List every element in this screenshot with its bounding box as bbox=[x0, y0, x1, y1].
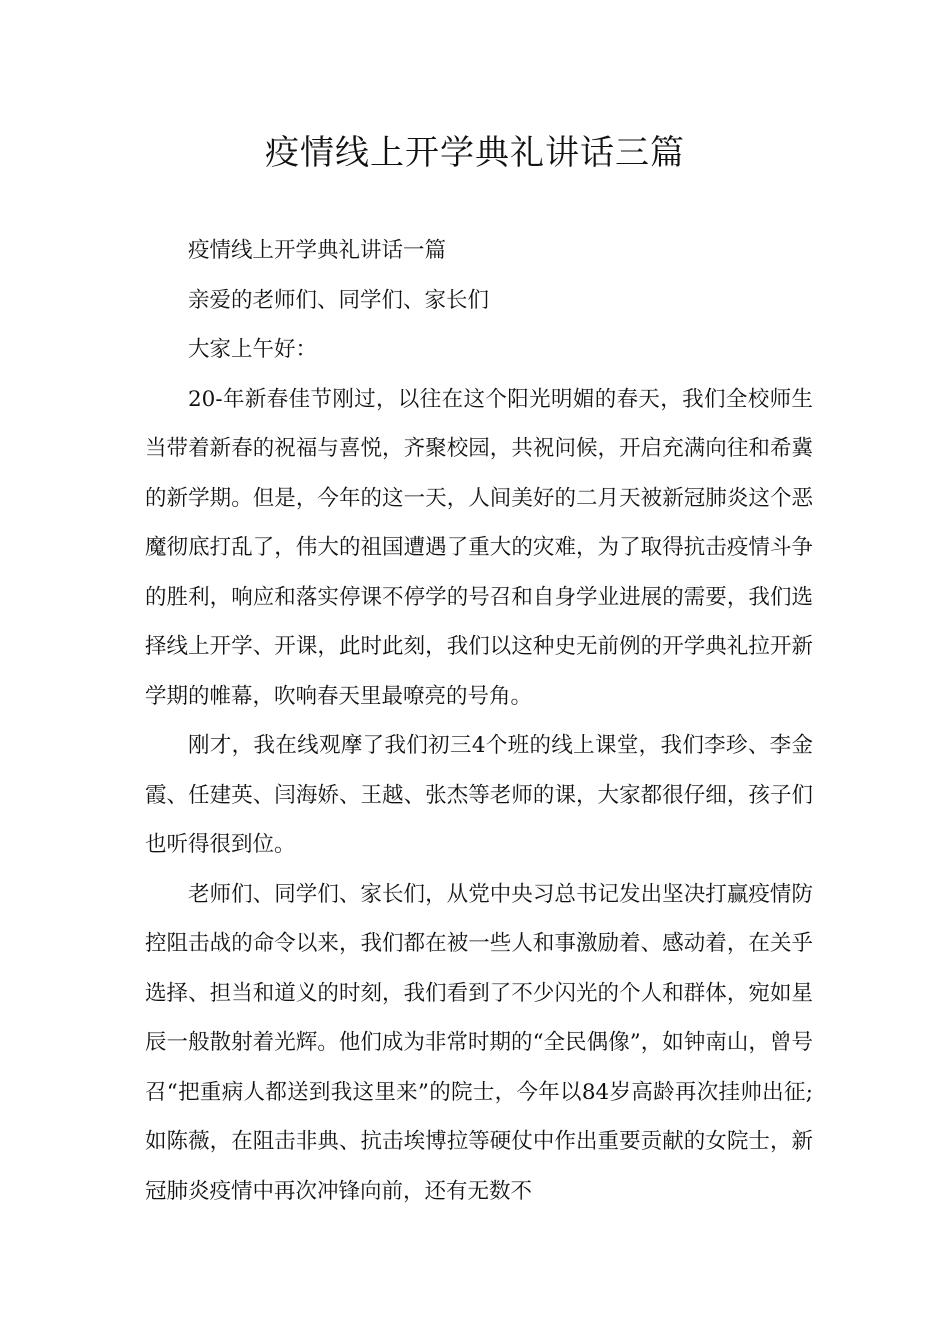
document-body bbox=[145, 226, 813, 1216]
body-paragraph: 老师们、同学们、家长们，从党中央习总书记发出坚决打赢疫情防控阻击战的命令以来，我们都在被一些人和事激励着、感动着，在关乎选择、担当和道义的时刻，我们看到了不少闪光的个人和群体，宛如星辰一般散射着光辉。他们成为非常时期的“全民偶像”，如钟南山，曾号召“把重病人都送到我这里来”的院士，今年以84岁高龄再次挂帅出征;如陈薇，在阻击非典、抗击埃博拉等硬仗中作出重要贡献的女院士，新冠肺炎疫情中再次冲锋向前，还有无数不 bbox=[145, 881, 813, 1204]
salutation: 亲爱的老师们、同学们、家长们 bbox=[188, 287, 490, 313]
section-heading: 疫情线上开学典礼讲话一篇 bbox=[188, 238, 447, 263]
body-paragraph: 刚才，我在线观摩了我们初三4个班的线上课堂，我们李珍、李金霞、任建英、闫海娇、王越、张杰等老师的课，大家都很仔细，孩子们也听得很到位。 bbox=[145, 733, 813, 857]
greeting: 大家上午好： bbox=[188, 337, 318, 362]
document-title: 疫情线上开学典礼讲话三篇 bbox=[265, 133, 685, 173]
body-paragraph: 20-年新春佳节刚过，以往在这个阳光明媚的春天，我们全校师生当带着新春的祝福与喜悦，齐聚校园，共祝问候，开启充满向往和希冀的新学期。但是，今年的这一天，人间美好的二月天被新冠肺炎这个恶魔彻底打乱了，伟大的祖国遭遇了重大的灾难，为了取得抗击疫情斗争的胜利，响应和落实停课不停学的号召和自身学业进展的需要，我们选择线上开学、开课，此时此刻，我们以这种史无前例的开学典礼拉开新学期的帷幕，吹响春天里最嘹亮的号角。 bbox=[145, 386, 813, 709]
